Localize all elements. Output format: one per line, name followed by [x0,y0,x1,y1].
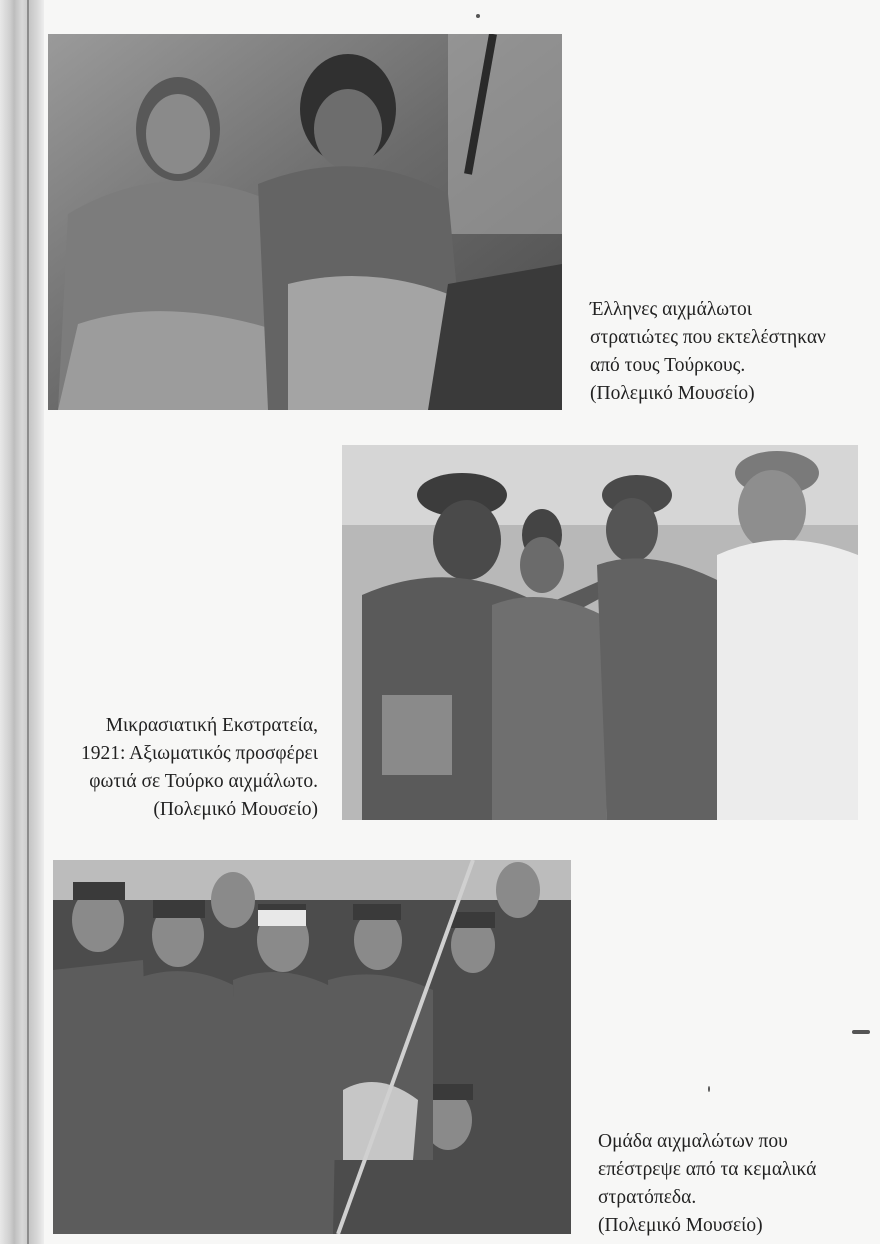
photo-executed-prisoners-image [48,34,562,410]
caption-returned-prisoners [598,1128,816,1240]
caption-line: (Πολεμικό Μουσείο) [590,383,755,404]
caption-line: φωτιά σε Τούρκο αιχμάλωτο. [89,771,318,792]
caption-line: Έλληνες αιχμάλωτοι [590,299,752,320]
caption-line: (Πολεμικό Μουσείο) [598,1215,763,1236]
print-speck [708,1086,710,1092]
print-speck [852,1030,870,1034]
caption-officer-light [60,712,318,824]
book-binding-shadow [0,0,44,1244]
caption-line: Ομάδα αιχμαλώτων που [598,1131,788,1152]
caption-line: από τους Τούρκους. [590,355,746,376]
caption-line: Μικρασιατική Εκστρατεία, [105,715,318,736]
photo-returned-prisoners-image [53,860,571,1234]
photo-executed-prisoners [48,34,562,410]
caption-line: στρατόπεδα. [598,1187,697,1208]
caption-line: 1921: Αξιωματικός προσφέρει [80,743,318,764]
caption-executed-prisoners [590,296,826,408]
print-speck [476,14,480,18]
caption-line: επέστρεψε από τα κεμαλικά [598,1159,817,1180]
binding-edge-line [27,0,29,1244]
caption-line: (Πολεμικό Μουσείο) [153,799,318,820]
photo-officer-light-image [342,445,858,820]
photo-returned-prisoners [53,860,571,1234]
caption-line: στρατιώτες που εκτελέστηκαν [590,327,826,348]
photo-officer-light [342,445,858,820]
